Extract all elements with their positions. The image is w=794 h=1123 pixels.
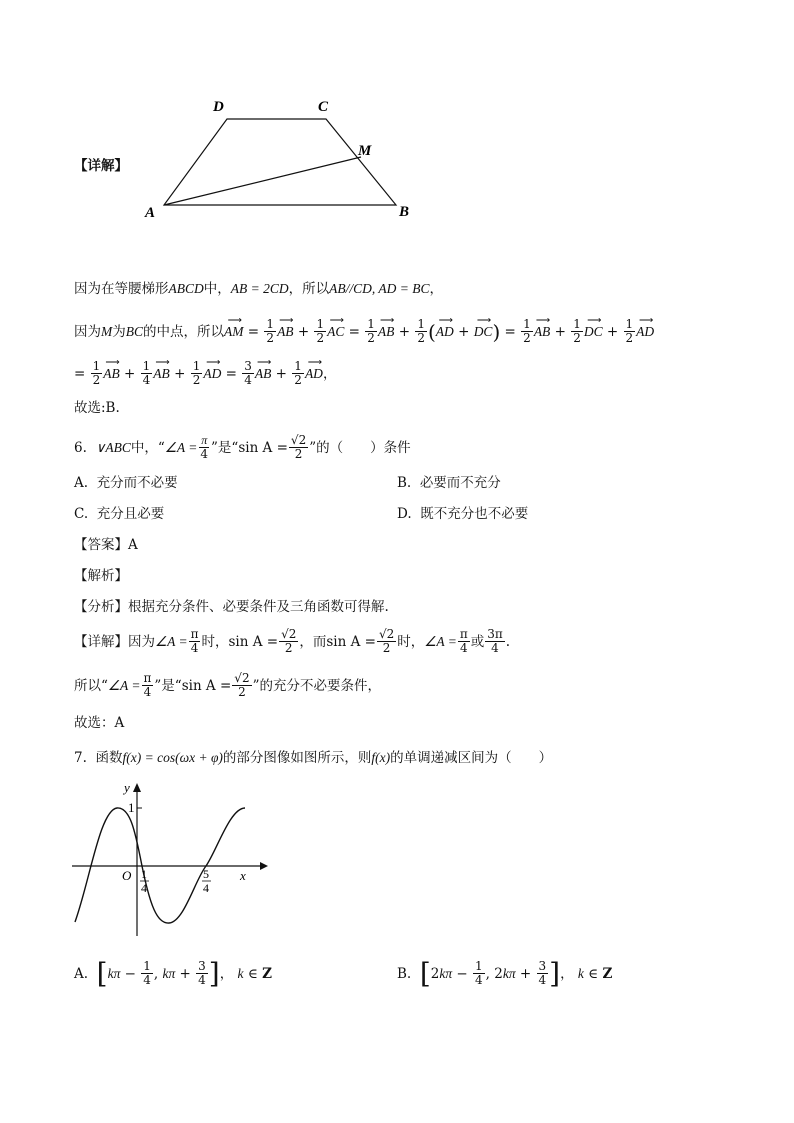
q5-line1: 因为在等腰梯形ABCD中，AB = 2CD，所以AB//CD, AD = BC， <box>74 281 443 297</box>
q6-option-b: B. 必要而不充分 <box>397 475 501 491</box>
q6-answer: 【答案】A <box>74 537 138 553</box>
label-b: B <box>399 204 410 220</box>
q5-line2: 因为 M 为 BC 的中点，所以 ⟶ AM = 1 2 ⟶ AB + 1 2 ⟶ AC = 1 2 ⟶ AB + 1 2 ( ⟶ AD + ⟶ DC ) = 1 2 ⟶ AB + 1 2 ⟶ DC + 1 2 ⟶ AD <box>74 318 654 345</box>
label-x: x <box>240 868 246 883</box>
cosine-graph <box>70 780 270 940</box>
y-axis-arrow <box>133 783 141 792</box>
label-five-quarters-den: 4 <box>203 881 209 895</box>
q7-option-a: A. [ kπ − 1 4 , kπ + 3 4 ] ， k ∈ Z <box>74 956 272 990</box>
label-five-quarters-num: 5 <box>203 867 209 881</box>
q7-option-b: B. [ 2 kπ − 1 4 , 2 kπ + 3 4 ] ， k ∈ Z <box>397 956 613 990</box>
label-one: 1 <box>128 800 135 815</box>
q6-answer-line: 故选：A <box>74 715 125 731</box>
q6-option-a: A. 充分而不必要 <box>74 475 178 491</box>
q6-option-d: D. 既不充分也不必要 <box>397 506 529 522</box>
label-y: y <box>124 780 130 795</box>
detail-label: 【详解】 <box>74 158 128 174</box>
label-a: A <box>145 205 156 221</box>
label-quarter-den: 4 <box>141 881 147 895</box>
trapezoid-figure <box>140 92 430 227</box>
q7-stem: 7. 函数f(x) = cos(ωx + φ)的部分图像如图所示，则f(x)的单调递减区间为（ ） <box>74 750 553 766</box>
label-quarter-num: 1 <box>141 867 147 881</box>
trapezoid-shape <box>164 119 396 205</box>
label-m: M <box>358 143 372 159</box>
q6-fenxi: 【分析】根据充分条件、必要条件及三角函数可得解. <box>74 599 389 615</box>
q6-option-c: C. 充分且必要 <box>74 506 165 522</box>
q6-conclusion: 所以“ ∠A = $\frac{\pi}{4}$ ”是“ sin A = $\frac{√2}{2}$ ”的充分不必要条件， <box>74 671 381 699</box>
q6-stem: 6. ∨ABC 中，“ ∠A = $\frac{\pi}{4}$ ”是“ sin A = $\frac{√2}{2}$ ”的（ ）条件 <box>74 433 411 461</box>
q6-analysis-label: 【解析】 <box>74 568 128 584</box>
x-axis-arrow <box>260 862 268 870</box>
q5-answer: 故选:B. <box>74 400 120 416</box>
label-origin: O <box>122 868 132 883</box>
q6-detail: 【详解】 因为 ∠A = $\frac{\pi}{4}$ 时， sin A = $\frac{√2}{2}$ ，而 sin A = $\frac{√2}{2}$ 时， ∠A = $\frac{\pi}{4}$ 或 3π 4 . <box>74 627 511 655</box>
q5-line3: = 1 2 ⟶ AB + 1 4 ⟶ AB + 1 2 ⟶ AD = 3 4 ⟶ AB + 1 2 ⟶ AD ， <box>74 360 336 387</box>
label-d: D <box>213 99 224 115</box>
label-c: C <box>318 99 329 115</box>
